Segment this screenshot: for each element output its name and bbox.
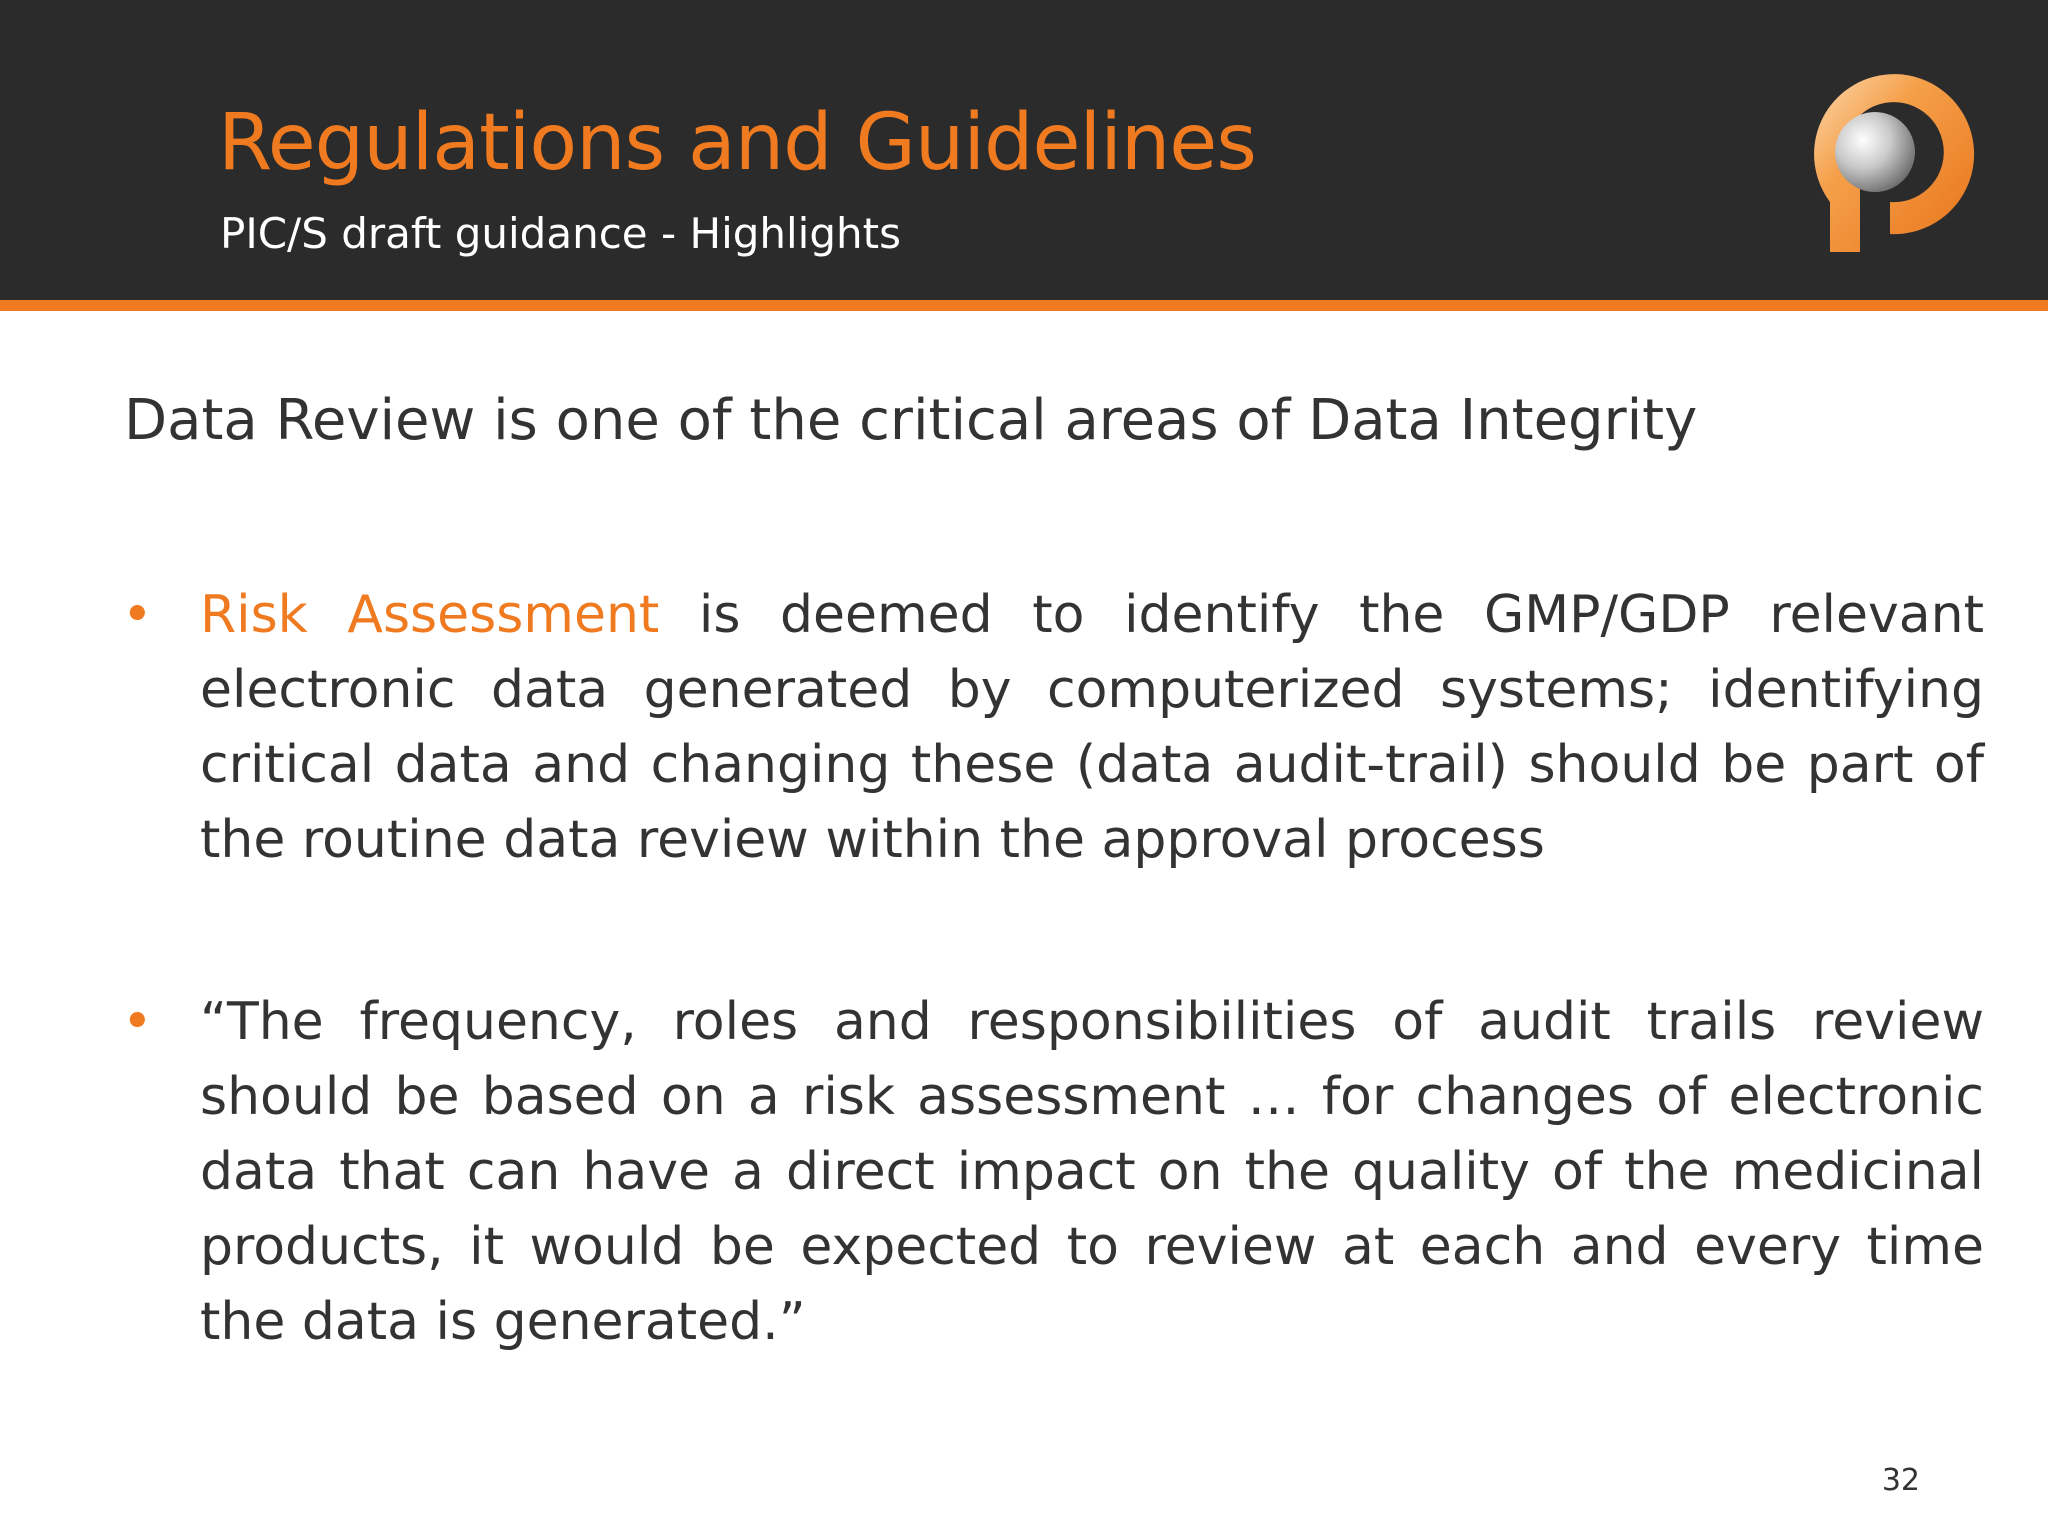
intro-statement: Data Review is one of the critical areas of Data Integrity bbox=[124, 388, 1698, 453]
header-band bbox=[0, 0, 2048, 300]
bullet-marker: • bbox=[122, 585, 153, 645]
slide-title: Regulations and Guidelines bbox=[218, 98, 1256, 188]
bullet-text: is deemed to identify the GMP/GDP relevant electronic data generated by computerized systems; identifying critical data and changing these (data audit-trail) should be part of the routine data review within the approval process bbox=[200, 585, 1984, 870]
p-logo-icon bbox=[1770, 52, 1980, 262]
bullet-marker: • bbox=[122, 992, 153, 1052]
slide-subtitle: PIC/S draft guidance - Highlights bbox=[220, 209, 901, 258]
header-accent-line bbox=[0, 300, 2048, 311]
bullet-highlight: Risk Assessment bbox=[200, 585, 660, 645]
bullet-item-audit-trail-quote bbox=[122, 985, 1984, 1360]
page-number: 32 bbox=[1881, 1463, 1920, 1498]
bullet-item-risk-assessment bbox=[122, 578, 1984, 878]
bullet-text: “The frequency, roles and responsibilities of audit trails review should be based on a risk assessment … for changes of electronic data that can have a direct impact on the quality of the medicinal products, it would be expected to review at each and every time the data is generated.” bbox=[200, 992, 1984, 1352]
